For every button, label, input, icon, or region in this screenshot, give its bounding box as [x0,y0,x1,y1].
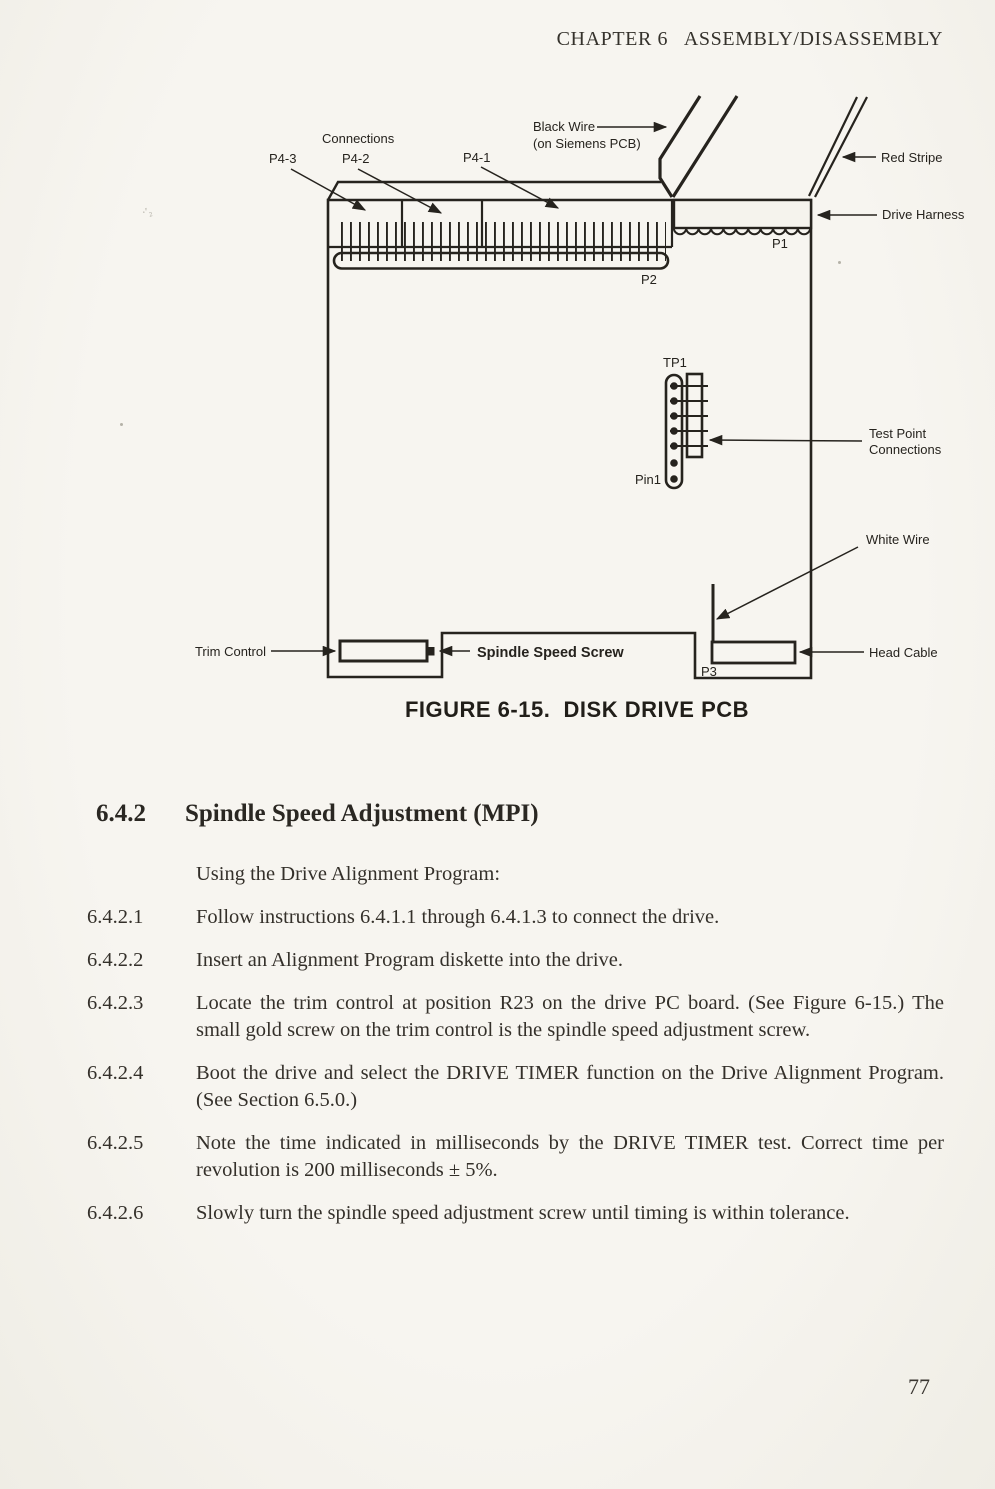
step-number: 6.4.2.5 [87,1132,144,1154]
intro-line [87,861,944,888]
pcb-top-back-edge [328,182,661,200]
trim-control-label: Trim Control [194,644,266,659]
section-number: 6.4.2 [96,800,146,827]
p4-1-label: P4-1 [463,150,491,165]
spindle-speed-screw-square [427,647,435,656]
test-point-label-line2: Connections [869,442,942,457]
black-wire-label-line2: (on Siemens PCB) [533,136,641,151]
tp1-pads [670,382,678,483]
black-wire-cable [660,96,737,197]
pin1-label: Pin1 [634,472,661,487]
white-wire-label: White Wire [866,532,930,547]
p1-label: P1 [772,236,788,251]
pcb-outline [328,200,811,678]
p4-3-label: P4-3 [269,151,297,166]
step-text: Note the time indicated in milliseconds by the DRIVE TIMER test. Correct time per revolution is 200 milliseconds ± 5%. [196,1132,944,1181]
step-text: Insert an Alignment Program diskette into the drive. [196,949,623,971]
step-row [87,990,944,1044]
drive-harness-label: Drive Harness [882,207,965,222]
step-row [87,904,944,931]
test-point-arrow [710,440,862,441]
p1-connector [674,200,811,228]
p2-connector [334,253,668,269]
p3-label: P3 [701,664,717,679]
procedure-steps [87,861,944,1243]
step-text: Follow instructions 6.4.1.1 through 6.4.1.3 to connect the drive. [196,906,720,928]
connections-label: Connections [322,131,395,146]
step-text: Locate the trim control at position R23 on the drive PC board. (See Figure 6-15.) The small gold screw on the trim control is the spindle speed adjustment screw. [196,992,944,1041]
p2-label: P2 [641,272,657,287]
scan-artifact [120,423,123,426]
step-number: 6.4.2.3 [87,992,144,1014]
figure-caption: FIGURE 6-15. DISK DRIVE PCB [404,697,750,722]
step-row [87,1060,944,1114]
page-number: 77 [908,1374,930,1399]
red-stripe-label: Red Stripe [881,150,943,165]
head-cable-label: Head Cable [869,645,938,660]
trim-control-body [340,641,427,661]
step-number: 6.4.2.1 [87,906,144,928]
head-cable-connector [712,642,795,663]
step-row [87,947,944,974]
step-number: 6.4.2.2 [87,949,144,971]
intro-text: Using the Drive Alignment Program: [196,863,501,885]
red-stripe-cable [809,97,867,197]
step-row [87,1200,944,1227]
black-wire-label-line1: Black Wire [533,119,596,134]
p4-2-arrow [358,169,441,213]
tp1-label: TP1 [663,355,687,370]
step-text: Boot the drive and select the DRIVE TIMER function on the Drive Alignment Program. (See Section 6.5.0.) [196,1062,944,1111]
scan-artifact [838,261,841,264]
step-number: 6.4.2.6 [87,1202,144,1224]
test-point-label-line1: Test Point [869,426,927,441]
white-wire-arrow [717,547,858,619]
scan-artifact: ·′₂ [140,204,154,220]
step-text: Slowly turn the spindle speed adjustment screw until timing is within tolerance. [196,1202,850,1224]
p4-2-label: P4-2 [342,151,370,166]
section-title: Spindle Speed Adjustment (MPI) [185,800,539,827]
chapter-header: CHAPTER 6 ASSEMBLY/DISASSEMBLY [556,28,943,50]
p4-1-arrow [481,167,558,208]
step-number: 6.4.2.4 [87,1062,144,1084]
step-row [87,1130,944,1184]
spindle-speed-screw-label: Spindle Speed Screw [477,645,624,661]
section-heading [96,800,956,828]
